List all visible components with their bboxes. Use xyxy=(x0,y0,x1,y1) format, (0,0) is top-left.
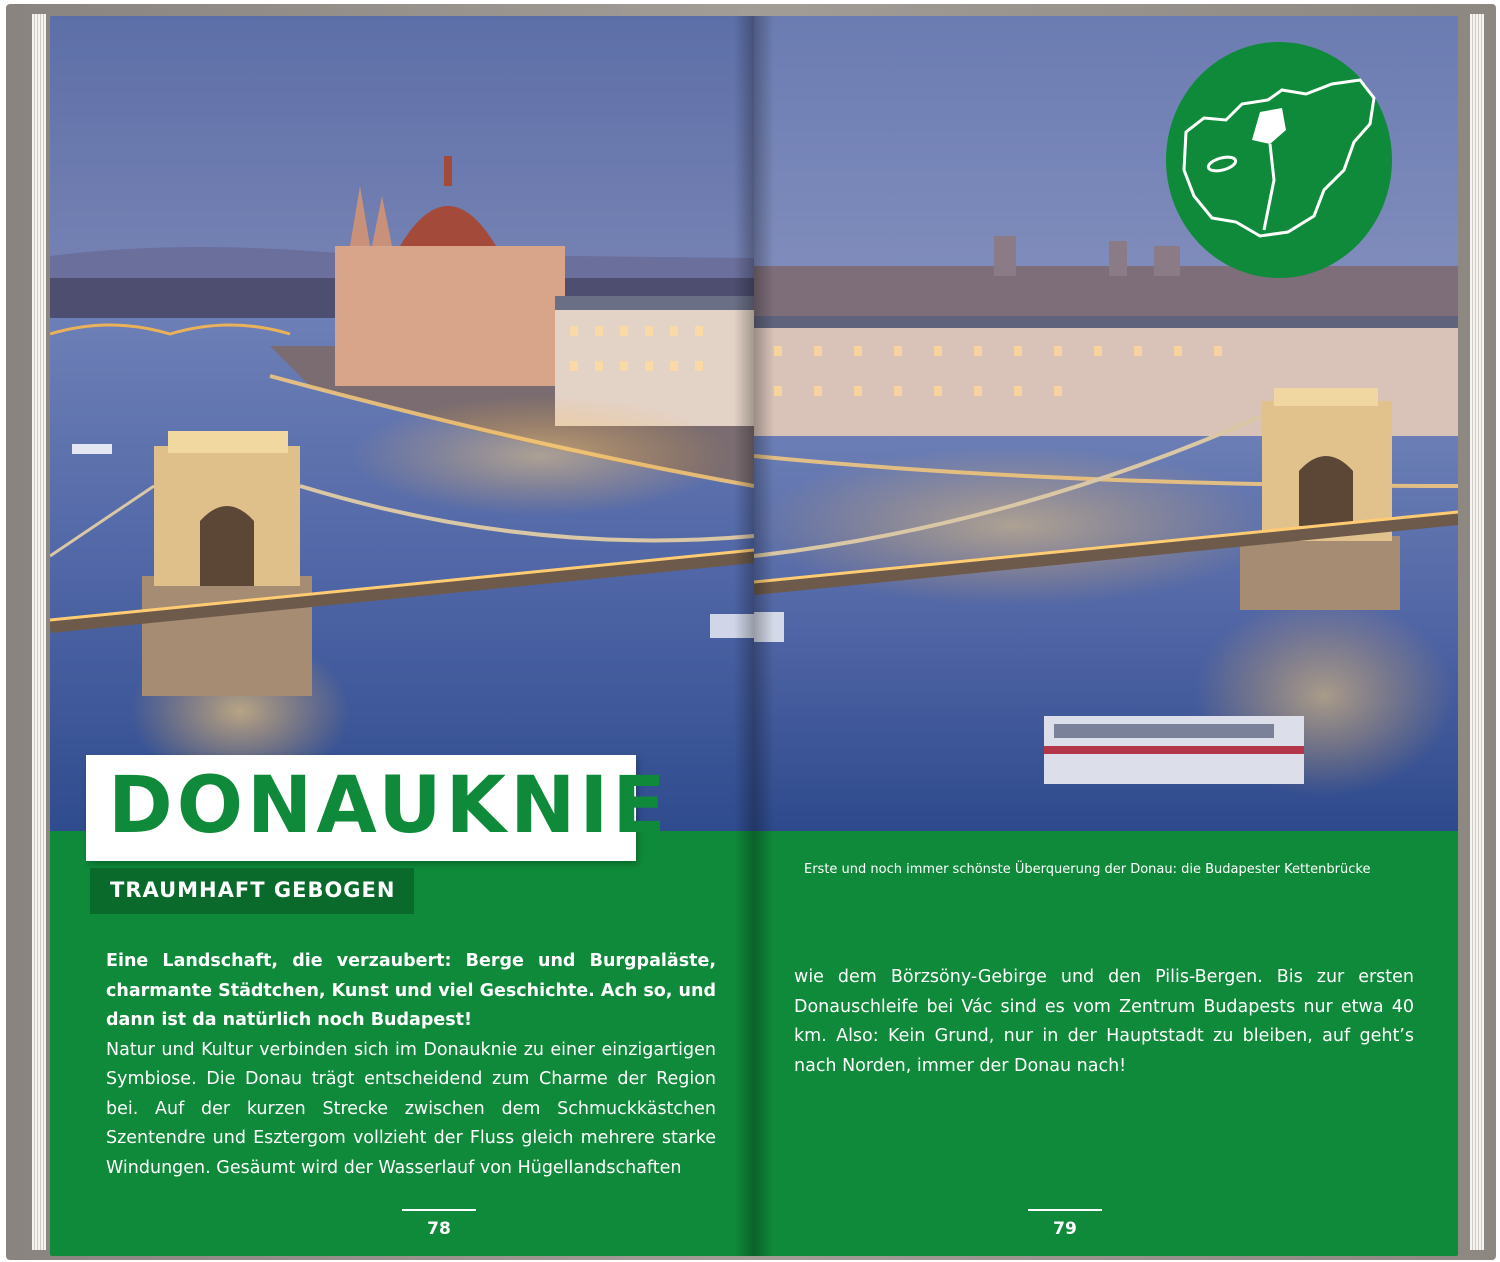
page-number-left: 78 xyxy=(427,1219,451,1239)
page-edges-right xyxy=(1470,14,1484,1250)
right-page xyxy=(754,16,1458,1256)
right-body-text xyxy=(794,963,1414,1081)
chapter-subtitle: TRAUMHAFT GEBOGEN xyxy=(110,878,396,902)
hungary-region-map-icon xyxy=(1164,40,1394,280)
folio-rule-left xyxy=(402,1209,476,1211)
body-paragraph-left: Natur und Kultur verbinden sich im Donauknie zu einer einzigartigen Symbiose. Die Donau trägt entscheidend zum Charme der Region bei. Auf der kurzen Strecke zwischen dem Schmuckkästchen Szentendre und Esztergom vollzieht der Fluss gleich mehrere starke Windungen. Gesäumt wird der Wasserlauf von Hügellandschaften xyxy=(106,1039,716,1178)
budapest-photo-left xyxy=(50,16,754,831)
subtitle-box xyxy=(90,868,414,914)
open-book xyxy=(6,4,1496,1260)
left-body-text xyxy=(106,947,716,1183)
title-box xyxy=(86,755,670,861)
chapter-title: DONAUKNIE xyxy=(108,761,670,851)
left-page xyxy=(50,16,754,1256)
folio-rule-right xyxy=(1028,1209,1102,1211)
page-edges-left xyxy=(32,14,46,1250)
body-paragraph-right: wie dem Börzsöny-Gebirge und den Pilis-Bergen. Bis zur ersten Donauschleife bei Vác sind es vom Zentrum Budapests nur etwa 40 km. Also: Kein Grund, nur in der Hauptstadt zu bleiben, auf geht’s nach Norden, immer der Donau nach! xyxy=(794,967,1414,1076)
lead-paragraph: Eine Landschaft, die verzaubert: Berge und Burgpaläste, charmante Städtchen, Kunst und viel Geschichte. Ach so, und dann ist da natürlich noch Budapest! xyxy=(106,951,716,1030)
page-number-right: 79 xyxy=(1053,1219,1077,1239)
photo-caption: Erste und noch immer schönste Überquerung der Donau: die Budapester Kettenbrücke xyxy=(804,862,1371,877)
